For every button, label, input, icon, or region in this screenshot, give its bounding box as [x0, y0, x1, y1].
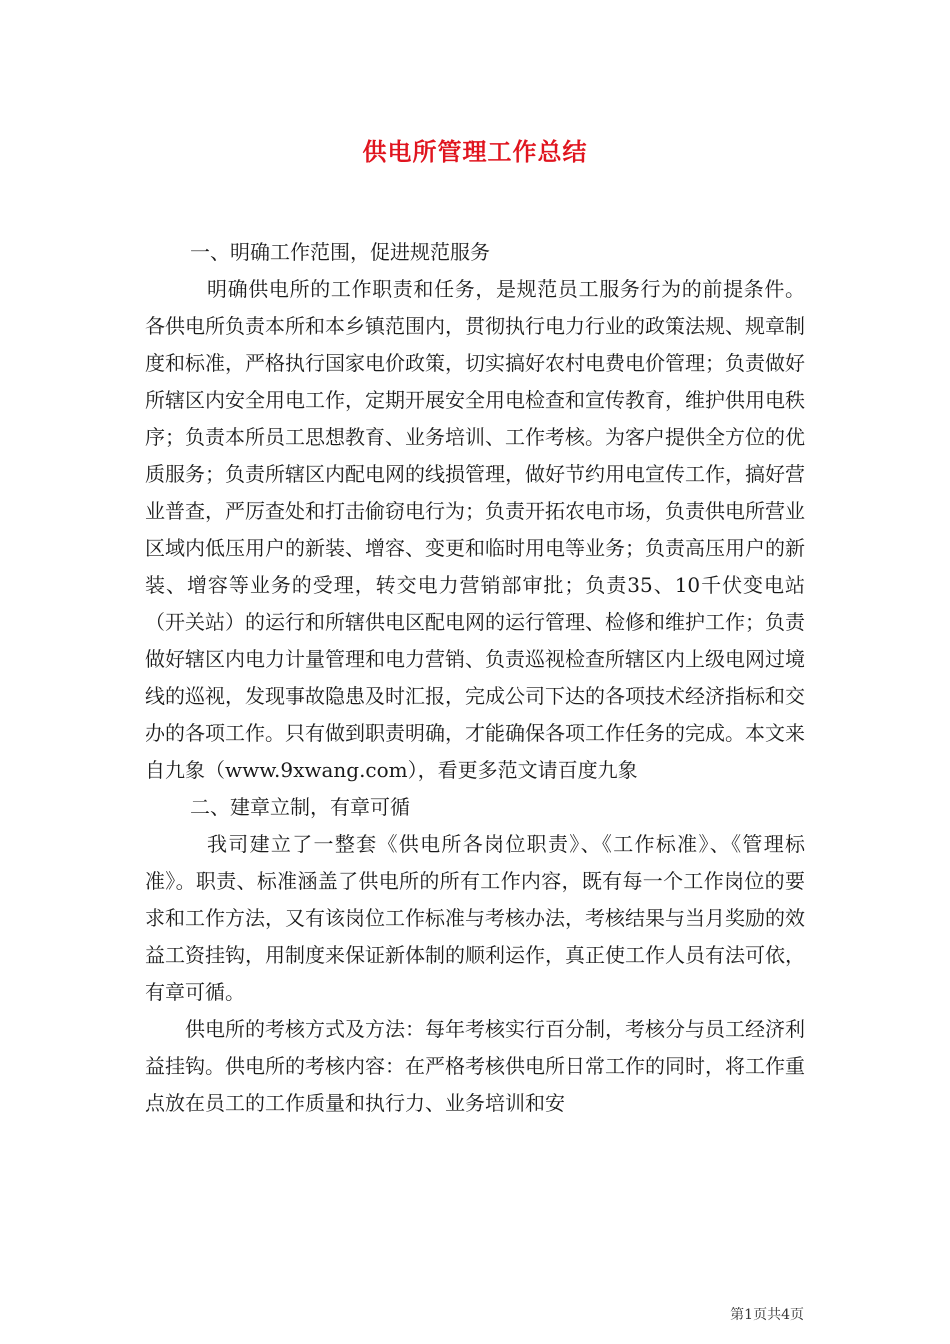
document-body [145, 234, 805, 1122]
section-2-paragraph-2: 供电所的考核方式及方法：每年考核实行百分制，考核分与员工经济利益挂钩。供电所的考核内容：在严格考核供电所日常工作的同时，将工作重点放在员工的工作质量和执行力、业务培训和安 [145, 1017, 805, 1115]
page-number-footer: 第1页共4页 [730, 1307, 804, 1323]
document-title: 供电所管理工作总结 [362, 137, 588, 166]
section-2-paragraph-1: 我司建立了一整套《供电所各岗位职责》、《工作标准》、《管理标准》。职责、标准涵盖了供电所的所有工作内容，既有每一个工作岗位的要求和工作方法，又有该岗位工作标准与考核办法，考核结果与当月奖励的效益工资挂钩，用制度来保证新体制的顺利运作，真正使工作人员有法可依，有章可循。 [145, 832, 805, 1004]
section-1-paragraph-1: 明确供电所的工作职责和任务，是规范员工服务行为的前提条件。各供电所负责本所和本乡镇范围内，贯彻执行电力行业的政策法规、规章制度和标准，严格执行国家电价政策，切实搞好农村电费电价管理；负责做好所辖区内安全用电工作，定期开展安全用电检查和宣传教育，维护供用电秩序；负责本所员工思想教育、业务培训、工作考核。为客户提供全方位的优质服务；负责所辖区内配电网的线损管理，做好节约用电宣传工作，搞好营业普查，严厉查处和打击偷窃电行为；负责开拓农电市场，负责供电所营业区域内低压用户的新装、增容、变更和临时用电等业务；负责高压用户的新装、增容等业务的受理，转交电力营销部审批；负责35、10千伏变电站（开关站）的运行和所辖供电区配电网的运行管理、检修和维护工作；负责做好辖区内电力计量管理和电力营销、负责巡视检查所辖区内上级电网过境线的巡视，发现事故隐患及时汇报，完成公司下达的各项技术经济指标和交办的各项工作。只有做到职责明确，才能确保各项工作任务的完成。本文来自九象（www.9xwang.com），看更多范文请百度九象 [145, 277, 805, 782]
section-heading-1: 一、明确工作范围，促进规范服务 [190, 240, 490, 264]
section-heading-2: 二、建章立制，有章可循 [190, 795, 410, 819]
